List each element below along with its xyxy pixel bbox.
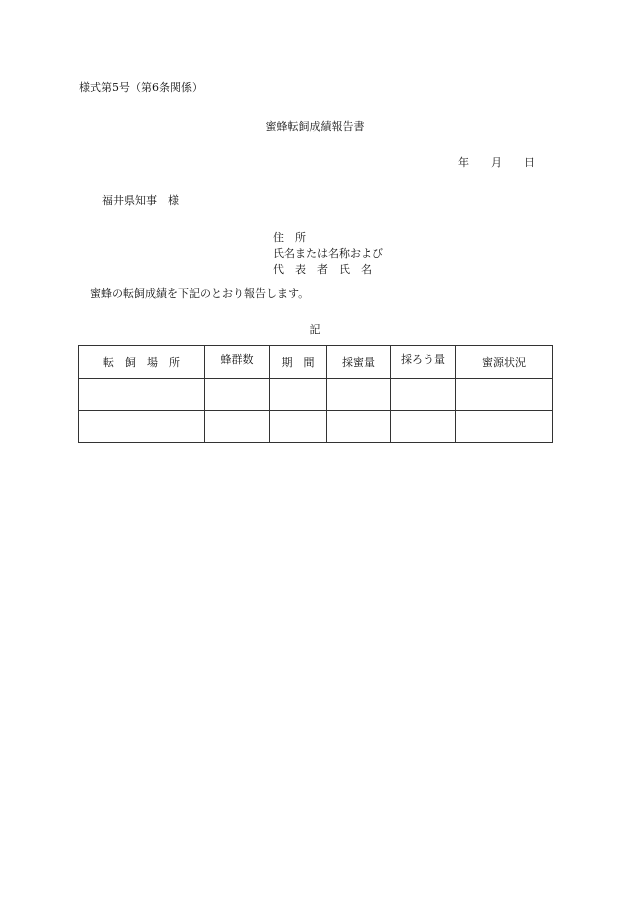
date-year-label: 年 (458, 156, 469, 169)
table-cell[interactable] (270, 379, 327, 411)
header-colony-count: 蜂群数 (205, 346, 270, 379)
header-location: 転 飼 場 所 (79, 346, 205, 379)
table-cell[interactable] (391, 379, 456, 411)
table-cell[interactable] (79, 379, 205, 411)
table-header-row (79, 346, 553, 379)
table-row (79, 411, 553, 443)
header-wax-yield: 採ろう量 (391, 346, 456, 379)
document-title: 蜜蜂転飼成績報告書 (265, 120, 365, 133)
form-number: 様式第5号（第6条関係） (79, 81, 203, 94)
address-label: 住 所 (273, 231, 306, 244)
table-cell[interactable] (270, 411, 327, 443)
header-period: 期 間 (270, 346, 327, 379)
ki-heading: 記 (309, 323, 321, 336)
table-row (79, 379, 553, 411)
name-label: 氏名または名称および (273, 247, 383, 260)
representative-label: 代 表 者 氏 名 (273, 263, 372, 276)
report-table (78, 345, 553, 443)
table-cell[interactable] (391, 411, 456, 443)
table-cell[interactable] (79, 411, 205, 443)
table-cell[interactable] (327, 379, 391, 411)
header-honey-yield: 採蜜量 (327, 346, 391, 379)
date-line (458, 156, 535, 170)
table-cell[interactable] (456, 379, 553, 411)
addressee: 福井県知事 様 (102, 194, 179, 207)
table-cell[interactable] (327, 411, 391, 443)
body-text: 蜜蜂の転飼成績を下記のとおり報告します。 (90, 287, 310, 300)
date-day-label: 日 (524, 156, 535, 169)
date-month-label: 月 (491, 156, 502, 169)
table-cell[interactable] (205, 411, 270, 443)
table-cell[interactable] (205, 379, 270, 411)
header-nectar-status: 蜜源状況 (456, 346, 553, 379)
table-cell[interactable] (456, 411, 553, 443)
